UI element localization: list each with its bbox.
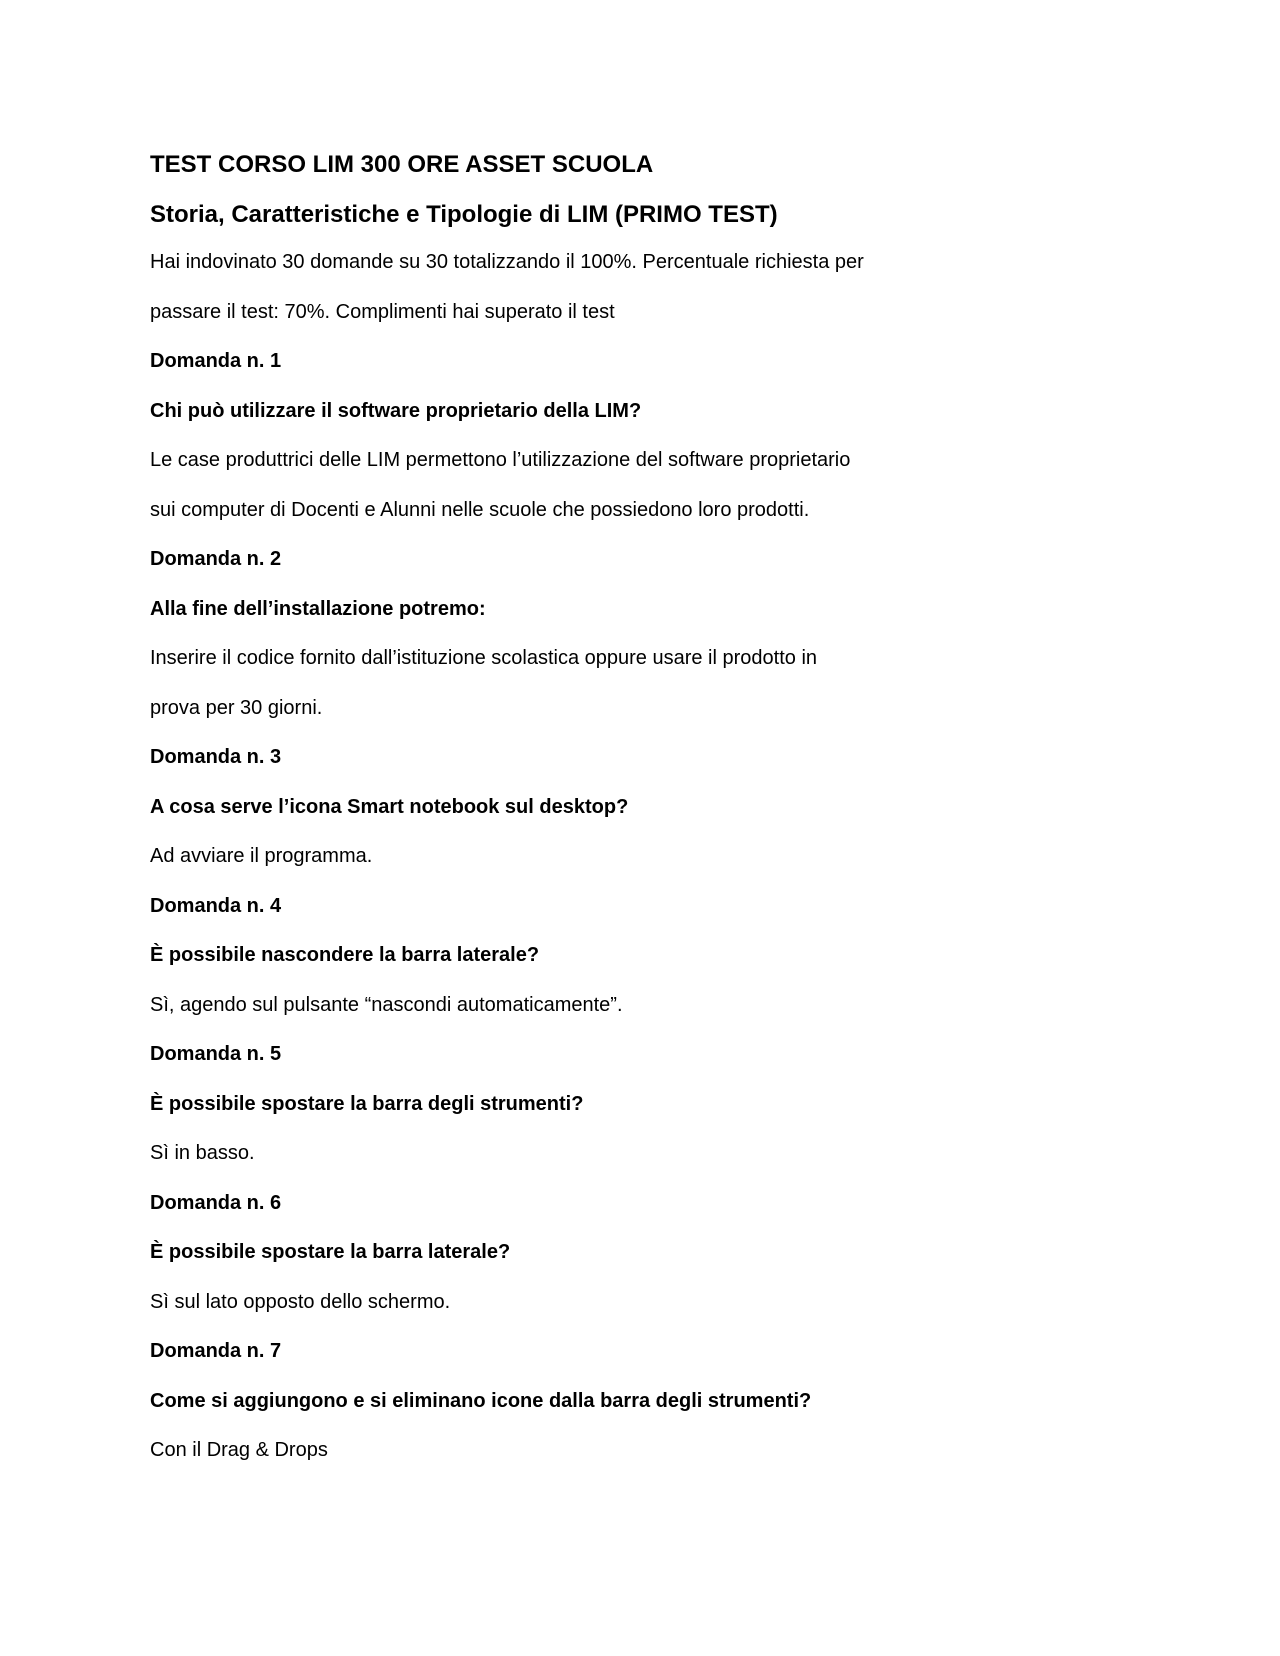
question-block-6 [150, 1186, 910, 1335]
question-text: Chi può utilizzare il software proprietario della LIM? [150, 399, 642, 422]
question-label: Domanda n. 5 [150, 1043, 282, 1065]
question-text: Alla fine dell’installazione potremo: [150, 597, 486, 620]
answer-line: Con il Drag & Drops [150, 1439, 328, 1461]
question-label: Domanda n. 7 [150, 1340, 282, 1362]
question-block-3 [150, 740, 910, 889]
question-block-5 [150, 1037, 910, 1186]
answer-line: Inserire il codice fornito dall’istituzione scolastica oppure usare il prodotto in [150, 647, 818, 669]
question-text: Come si aggiungono e si eliminano icone dalla barra degli strumenti? [150, 1389, 812, 1412]
answer-line: sui computer di Docenti e Alunni nelle scuole che possiedono loro prodotti. [150, 498, 810, 521]
question-label: Domanda n. 6 [150, 1191, 282, 1214]
answer-line: prova per 30 giorni. [150, 696, 323, 719]
question-label: Domanda n. 2 [150, 548, 282, 570]
question-block-1 [150, 344, 910, 542]
result-line: Hai indovinato 30 domande su 30 totalizzando il 100%. Percentuale richiesta per [150, 251, 864, 273]
answer-line: Ad avviare il programma. [150, 845, 373, 867]
question-label: Domanda n. 3 [150, 746, 282, 768]
answer-line: Sì, agendo sul pulsante “nascondi automaticamente”. [150, 993, 623, 1016]
question-text: È possibile spostare la barra degli strumenti? [150, 1092, 584, 1115]
question-label: Domanda n. 1 [150, 350, 282, 372]
question-block-2 [150, 542, 910, 740]
document-subtitle: Storia, Caratteristiche e Tipologie di LIM (PRIMO TEST) [150, 201, 778, 228]
question-text: A cosa serve l’icona Smart notebook sul desktop? [150, 795, 629, 818]
document-title: TEST CORSO LIM 300 ORE ASSET SCUOLA [150, 151, 654, 178]
result-line: passare il test: 70%. Complimenti hai superato il test [150, 300, 615, 323]
question-text: È possibile spostare la barra laterale? [150, 1241, 511, 1263]
question-label: Domanda n. 4 [150, 894, 282, 917]
question-block-7 [150, 1334, 910, 1483]
question-text: È possibile nascondere la barra laterale? [150, 944, 540, 966]
answer-line: Sì in basso. [150, 1142, 255, 1164]
answer-line: Le case produttrici delle LIM permettono l’utilizzazione del software proprietario [150, 449, 851, 471]
question-block-4 [150, 889, 910, 1038]
answer-line: Sì sul lato opposto dello schermo. [150, 1290, 451, 1313]
document-content [150, 145, 910, 1483]
